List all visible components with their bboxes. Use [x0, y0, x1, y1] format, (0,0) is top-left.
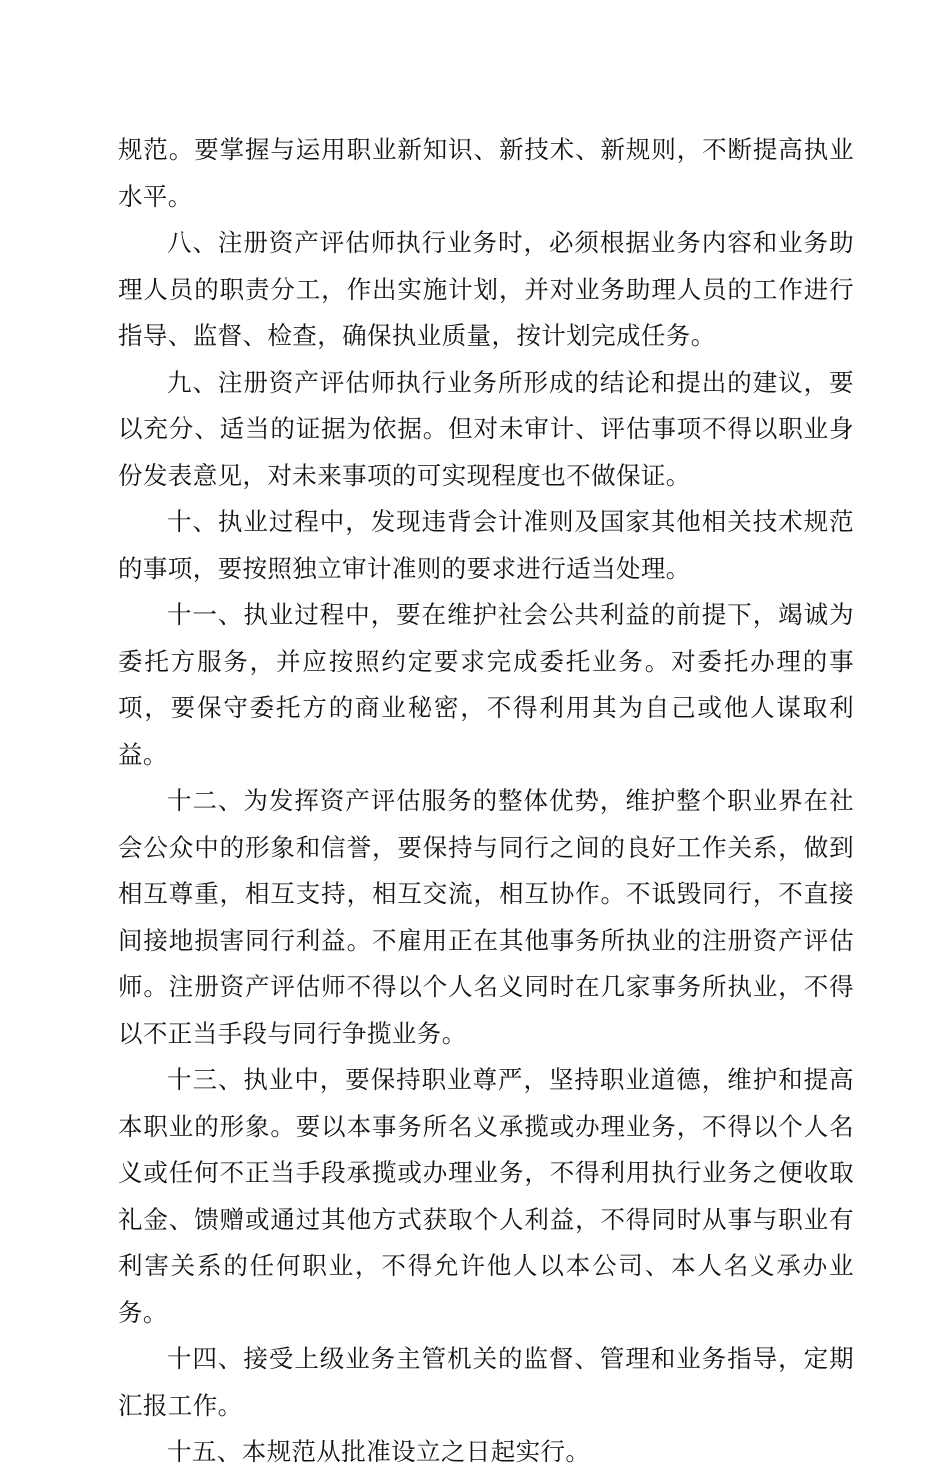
- paragraph-article-10: 十、执业过程中，发现违背会计准则及国家其他相关技术规范的事项，要按照独立审计准则的要求进行适当处理。: [118, 507, 854, 583]
- paragraph-article-13: 十三、执业中，要保持职业尊严，坚持职业道德，维护和提高本职业的形象。要以本事务所名义承揽或办理业务，不得以个人名义或任何不正当手段承揽或办理业务，不得利用执行业务之便收取礼金、馈赠或通过其他方式获取个人利益，不得同时从事与职业有利害关系的任何职业，不得允许他人以本公司、本人名义承办业务。: [118, 1065, 854, 1327]
- paragraph-article-11: 十一、执业过程中，要在维护社会公共利益的前提下，竭诚为委托方服务，并应按照约定要求完成委托业务。对委托办理的事项，要保守委托方的商业秘密，不得利用其为自己或他人谋取利益。: [118, 600, 854, 769]
- paragraph-continuation: 规范。要掌握与运用职业新知识、新技术、新规则，不断提高执业水平。: [118, 135, 854, 211]
- document-body: [118, 127, 854, 1476]
- paragraph-article-15: 十五、本规范从批准设立之日起实行。: [167, 1437, 591, 1466]
- paragraph-article-12: 十二、为发挥资产评估服务的整体优势，维护整个职业界在社会公众中的形象和信誉，要保持与同行之间的良好工作关系，做到相互尊重，相互支持，相互交流，相互协作。不诋毁同行，不直接间接地损害同行利益。不雇用正在其他事务所执业的注册资产评估师。注册资产评估师不得以个人名义同时在几家事务所执业，不得以不正当手段与同行争揽业务。: [118, 786, 854, 1048]
- paragraph-article-8: 八、注册资产评估师执行业务时，必须根据业务内容和业务助理人员的职责分工，作出实施计划，并对业务助理人员的工作进行指导、监督、检查，确保执业质量，按计划完成任务。: [118, 228, 854, 350]
- paragraph-article-9: 九、注册资产评估师执行业务所形成的结论和提出的建议，要以充分、适当的证据为依据。但对未审计、评估事项不得以职业身份发表意见，对未来事项的可实现程度也不做保证。: [118, 367, 854, 490]
- paragraph-article-14: 十四、接受上级业务主管机关的监督、管理和业务指导，定期汇报工作。: [118, 1344, 854, 1420]
